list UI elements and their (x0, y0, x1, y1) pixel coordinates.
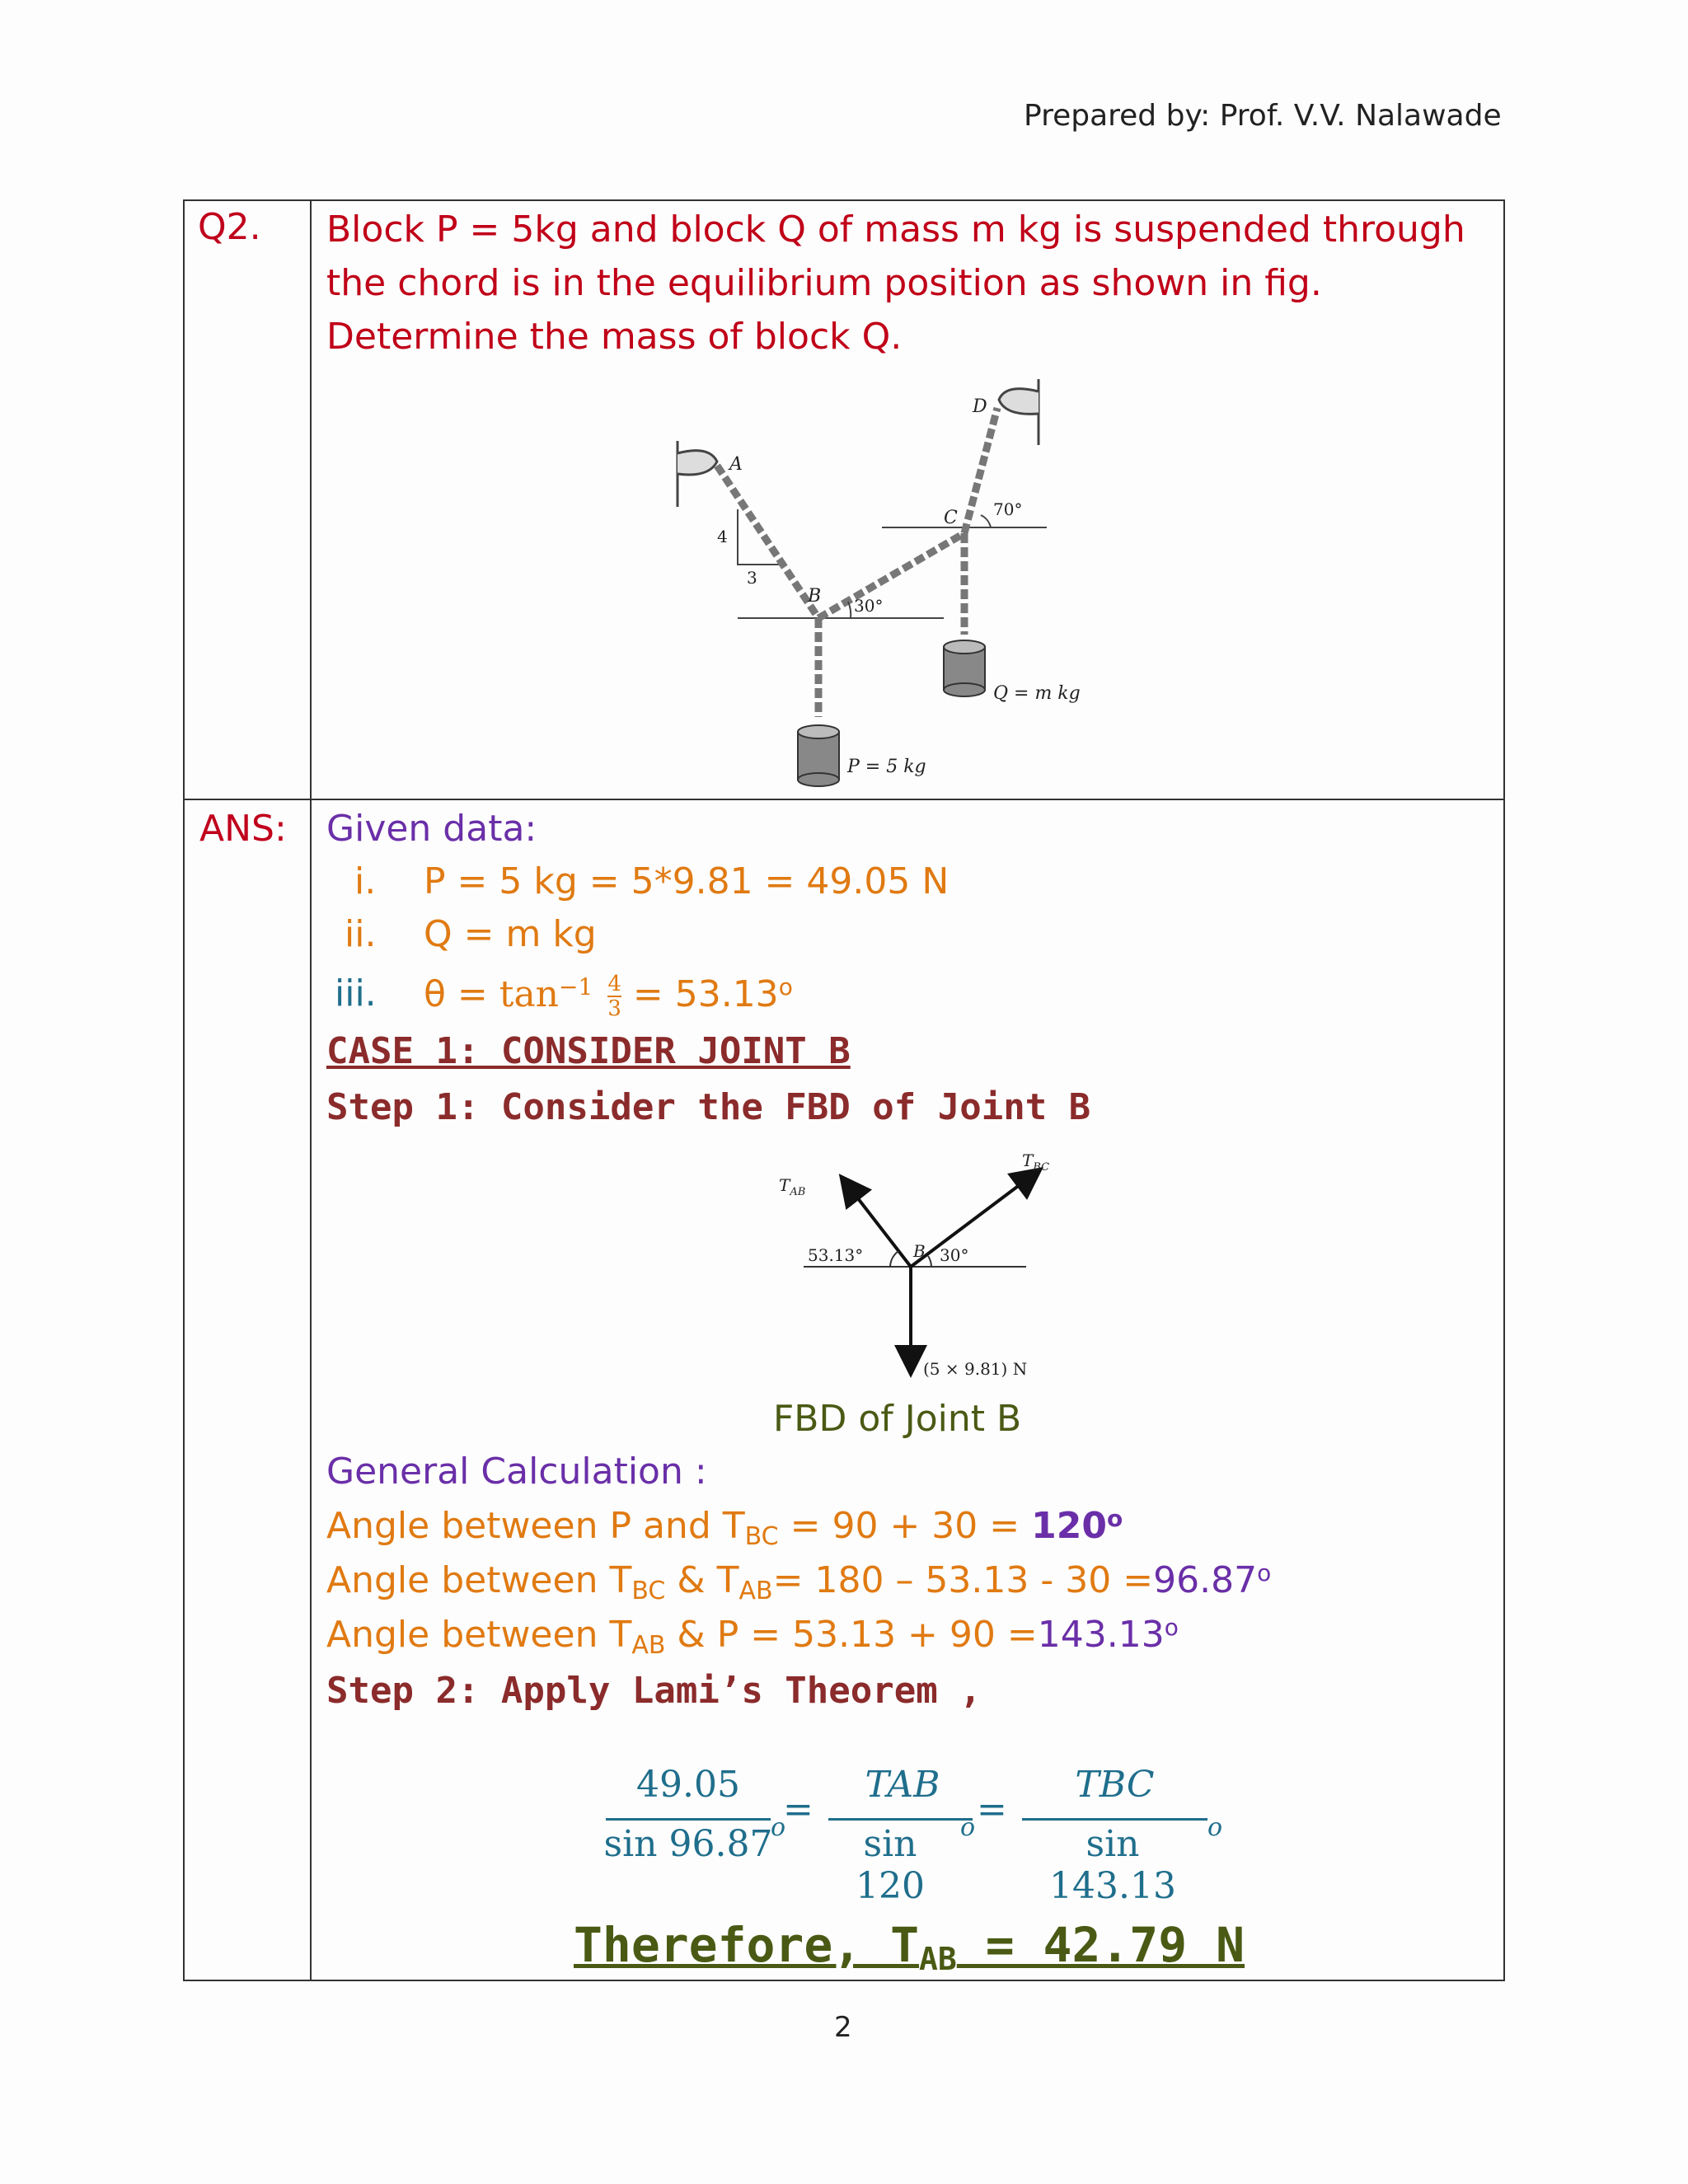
fbd-point-b-label: B (913, 1241, 926, 1261)
result-line: Therefore, TAB = 42.79 N (574, 1917, 1245, 1977)
point-c-label: C (944, 508, 958, 528)
fbd-caption: FBD of Joint B (773, 1398, 1022, 1440)
lami-denominator-1: sin 96.87 (603, 1823, 773, 1865)
lami-fraction-bar-1 (606, 1818, 771, 1821)
point-a-label: A (729, 454, 743, 475)
triangle-side-4: 4 (717, 527, 728, 546)
theta-fraction: $\frac{4}{3}$ (607, 972, 621, 1021)
fbd-load-label: (5 × 9.81) N (923, 1359, 1028, 1379)
point-b-label: B (808, 586, 822, 607)
tbc-force-label: $T_{BC}$ (1022, 1151, 1050, 1174)
triangle-side-3: 3 (747, 568, 757, 588)
prepared-by: Prepared by: Prof. V.V. Nalawade (1024, 99, 1502, 133)
lami-numerator-3: TBC (1075, 1764, 1155, 1806)
case-1-heading: CASE 1: CONSIDER JOINT B (326, 1030, 851, 1072)
tab-force-label: $T_{AB}$ (779, 1175, 806, 1198)
lami-denominator-2: sin 120 (856, 1823, 925, 1907)
given-data-heading: Given data: (326, 808, 537, 850)
calc-line-3: Angle between $T_{AB}$ & $P = 53.13 + 90 =143.13^o$ (326, 1614, 1179, 1660)
given-item-1: P = 5 kg = 5*9.81 = 49.05 N (424, 860, 950, 902)
question-line-3: Determine the mass of block Q. (326, 316, 903, 358)
question-label: Q2. (198, 206, 261, 248)
lami-degree-3: o (1207, 1813, 1223, 1842)
point-d-label: D (973, 396, 987, 417)
lami-equals-2: = (977, 1788, 1007, 1830)
equilibrium-figure (659, 363, 1154, 799)
answer-label: ANS: (199, 808, 287, 850)
given-item-3-num: iii. (335, 972, 377, 1015)
block-p-label: P = 5 kg (847, 757, 926, 777)
calc-line-2: Angle between $T_{BC}$ & $T_{AB}= 180 - 53.13 - 30 =96.87^o$ (326, 1559, 1272, 1605)
angle-70-label: 70° (993, 499, 1023, 519)
step-1-heading: Step 1: Consider the FBD of Joint B (326, 1086, 1091, 1128)
fbd-angle-30-label: 30° (940, 1245, 969, 1265)
block-p-icon (798, 725, 839, 786)
given-item-3: $\theta = \tan^{-1}$ $\frac{4}{3}$ = $53.13^o$ (424, 972, 793, 1021)
question-text (326, 203, 1480, 363)
fbd-angle-53-label: 53.13° (808, 1245, 864, 1265)
page-number: 2 (834, 2011, 852, 2044)
fbd-figure (767, 1146, 1080, 1393)
block-q-icon (944, 640, 985, 696)
given-item-2: Q = m kg (424, 913, 597, 955)
angle-30-label: 30° (854, 596, 884, 616)
step-2-heading: Step 2: Apply Lami’s Theorem , (326, 1670, 982, 1712)
lami-denominator-3: sin 143.13 (1049, 1823, 1176, 1907)
block-q-label: Q = m kg (993, 683, 1081, 704)
lami-fraction-bar-3 (1022, 1818, 1207, 1821)
question-line-1: Block P = 5kg and block Q of mass m kg is suspended through (326, 209, 1465, 251)
given-item-2-num: ii. (345, 913, 377, 955)
lami-degree-1: o (771, 1813, 786, 1842)
lami-degree-2: o (960, 1813, 976, 1842)
lami-numerator-1: 49.05 (636, 1764, 740, 1806)
lami-numerator-2: TAB (865, 1764, 940, 1806)
general-calc-heading: General Calculation : (326, 1451, 707, 1493)
question-line-2: the chord is in the equilibrium position as shown in fig. (326, 262, 1322, 304)
lami-equals-1: = (783, 1788, 814, 1830)
table-column-divider (310, 199, 312, 1981)
calc-line-1: Angle between P and $T_{BC} = 90 + 30 = 120^o$ (326, 1505, 1123, 1551)
given-item-1-num: i. (354, 860, 377, 902)
lami-fraction-bar-2 (828, 1818, 973, 1821)
